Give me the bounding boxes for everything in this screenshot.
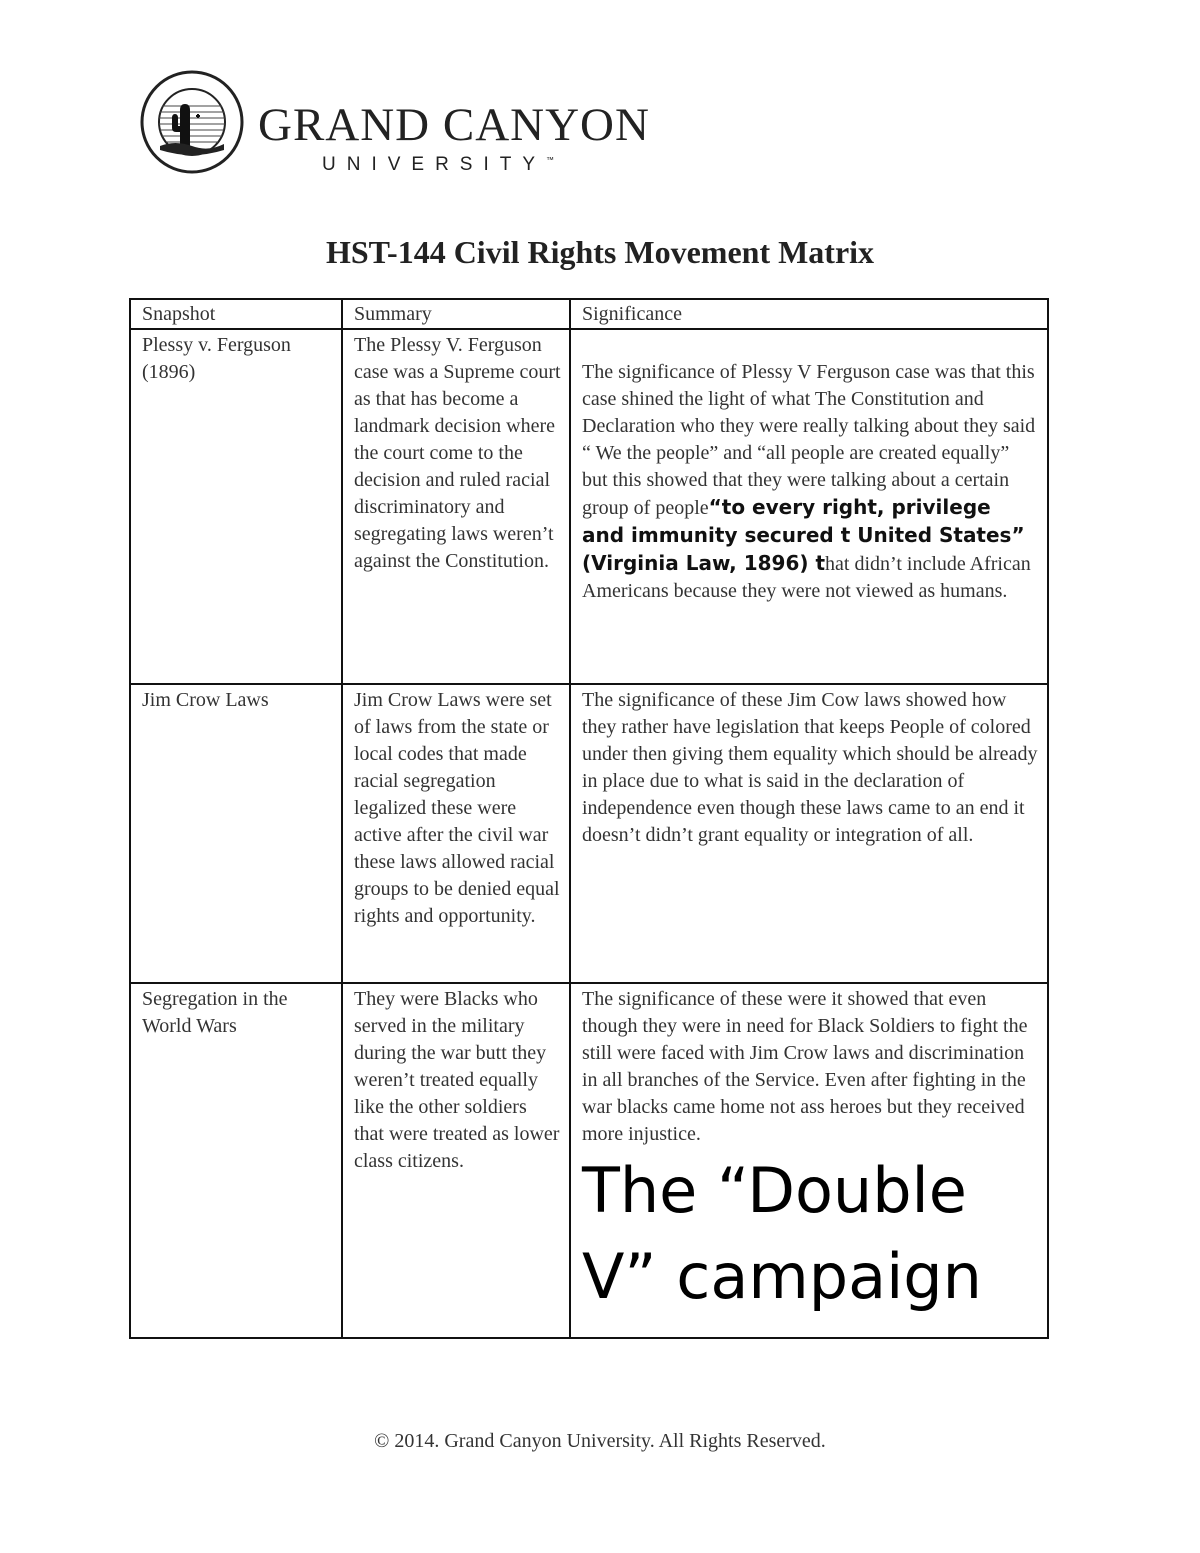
brand-subtitle <box>322 155 554 174</box>
significance-cell <box>570 983 1048 1338</box>
significance-quote: “to every right, privilege and immunity secured t United States” (Virginia Law, 1896) t <box>582 495 1025 575</box>
snapshot-cell: Plessy v. Ferguson (1896) <box>130 329 342 684</box>
summary-cell: The Plessy V. Ferguson case was a Supreme court as that has become a landmark decision where the court come to the decision and ruled racial discriminatory and segregating laws weren’t against the Constitution. <box>342 329 570 684</box>
significance-text: The significance of Plessy V Ferguson case was that this case shined the light of what The Constitution and Declaration who they were really talking about they said “ We the people” and “all people are created equally” but this showed that they were talking about a certain group of people <box>582 361 1036 519</box>
page-title: HST-144 Civil Rights Movement Matrix <box>325 234 875 270</box>
university-seal-icon <box>140 70 244 174</box>
table-row <box>130 329 1048 684</box>
header-summary: Summary <box>342 299 570 329</box>
double-v-heading-line-2: V” campaign <box>582 1240 982 1313</box>
significance-cell: The significance of these Jim Cow laws showed how they rather have legislation that keeps People of colored under then giving them equality which should be already in place due to what is said in the declaration of independence even though these laws came to an end it doesn’t didn’t grant equality or integration of all. <box>570 684 1048 983</box>
civil-rights-matrix-table <box>129 298 1049 1339</box>
table-row <box>130 684 1048 983</box>
significance-text-continued: hat didn’t include African Americans because they were not viewed as humans. <box>582 553 1031 602</box>
header-significance: Significance <box>570 299 1048 329</box>
table-row <box>130 983 1048 1338</box>
university-logo <box>140 70 650 176</box>
brand-name: GRAND CANYON <box>258 99 650 151</box>
summary-cell: They were Blacks who served in the military during the war butt they weren’t treated equally like the other soldiers that were treated as lower class citizens. <box>342 983 570 1338</box>
snapshot-cell: Jim Crow Laws <box>130 684 342 983</box>
double-v-heading-line-1: The “Double <box>582 1154 967 1227</box>
brand-sub-text: UNIVERSITY <box>322 154 547 175</box>
trademark-mark: ™ <box>546 155 555 165</box>
header-snapshot: Snapshot <box>130 299 342 329</box>
empty-line <box>582 332 1039 359</box>
copyright-footer: © 2014. Grand Canyon University. All Rights Reserved. <box>374 1430 826 1452</box>
significance-cell <box>570 329 1048 684</box>
summary-cell: Jim Crow Laws were set of laws from the state or local codes that made racial segregation legalized these were active after the civil war these laws allowed racial groups to be denied equal rights and opportunity. <box>342 684 570 983</box>
snapshot-cell: Segregation in the World Wars <box>130 983 342 1338</box>
table-header-row <box>130 299 1048 329</box>
significance-text: The significance of these were it showed that even though they were in need for Black Soldiers to fight the still were faced with Jim Crow laws and discrimination in all branches of the Service. Even after fighting in the war blacks came home not ass heroes but they received more injustice. <box>582 988 1028 1145</box>
